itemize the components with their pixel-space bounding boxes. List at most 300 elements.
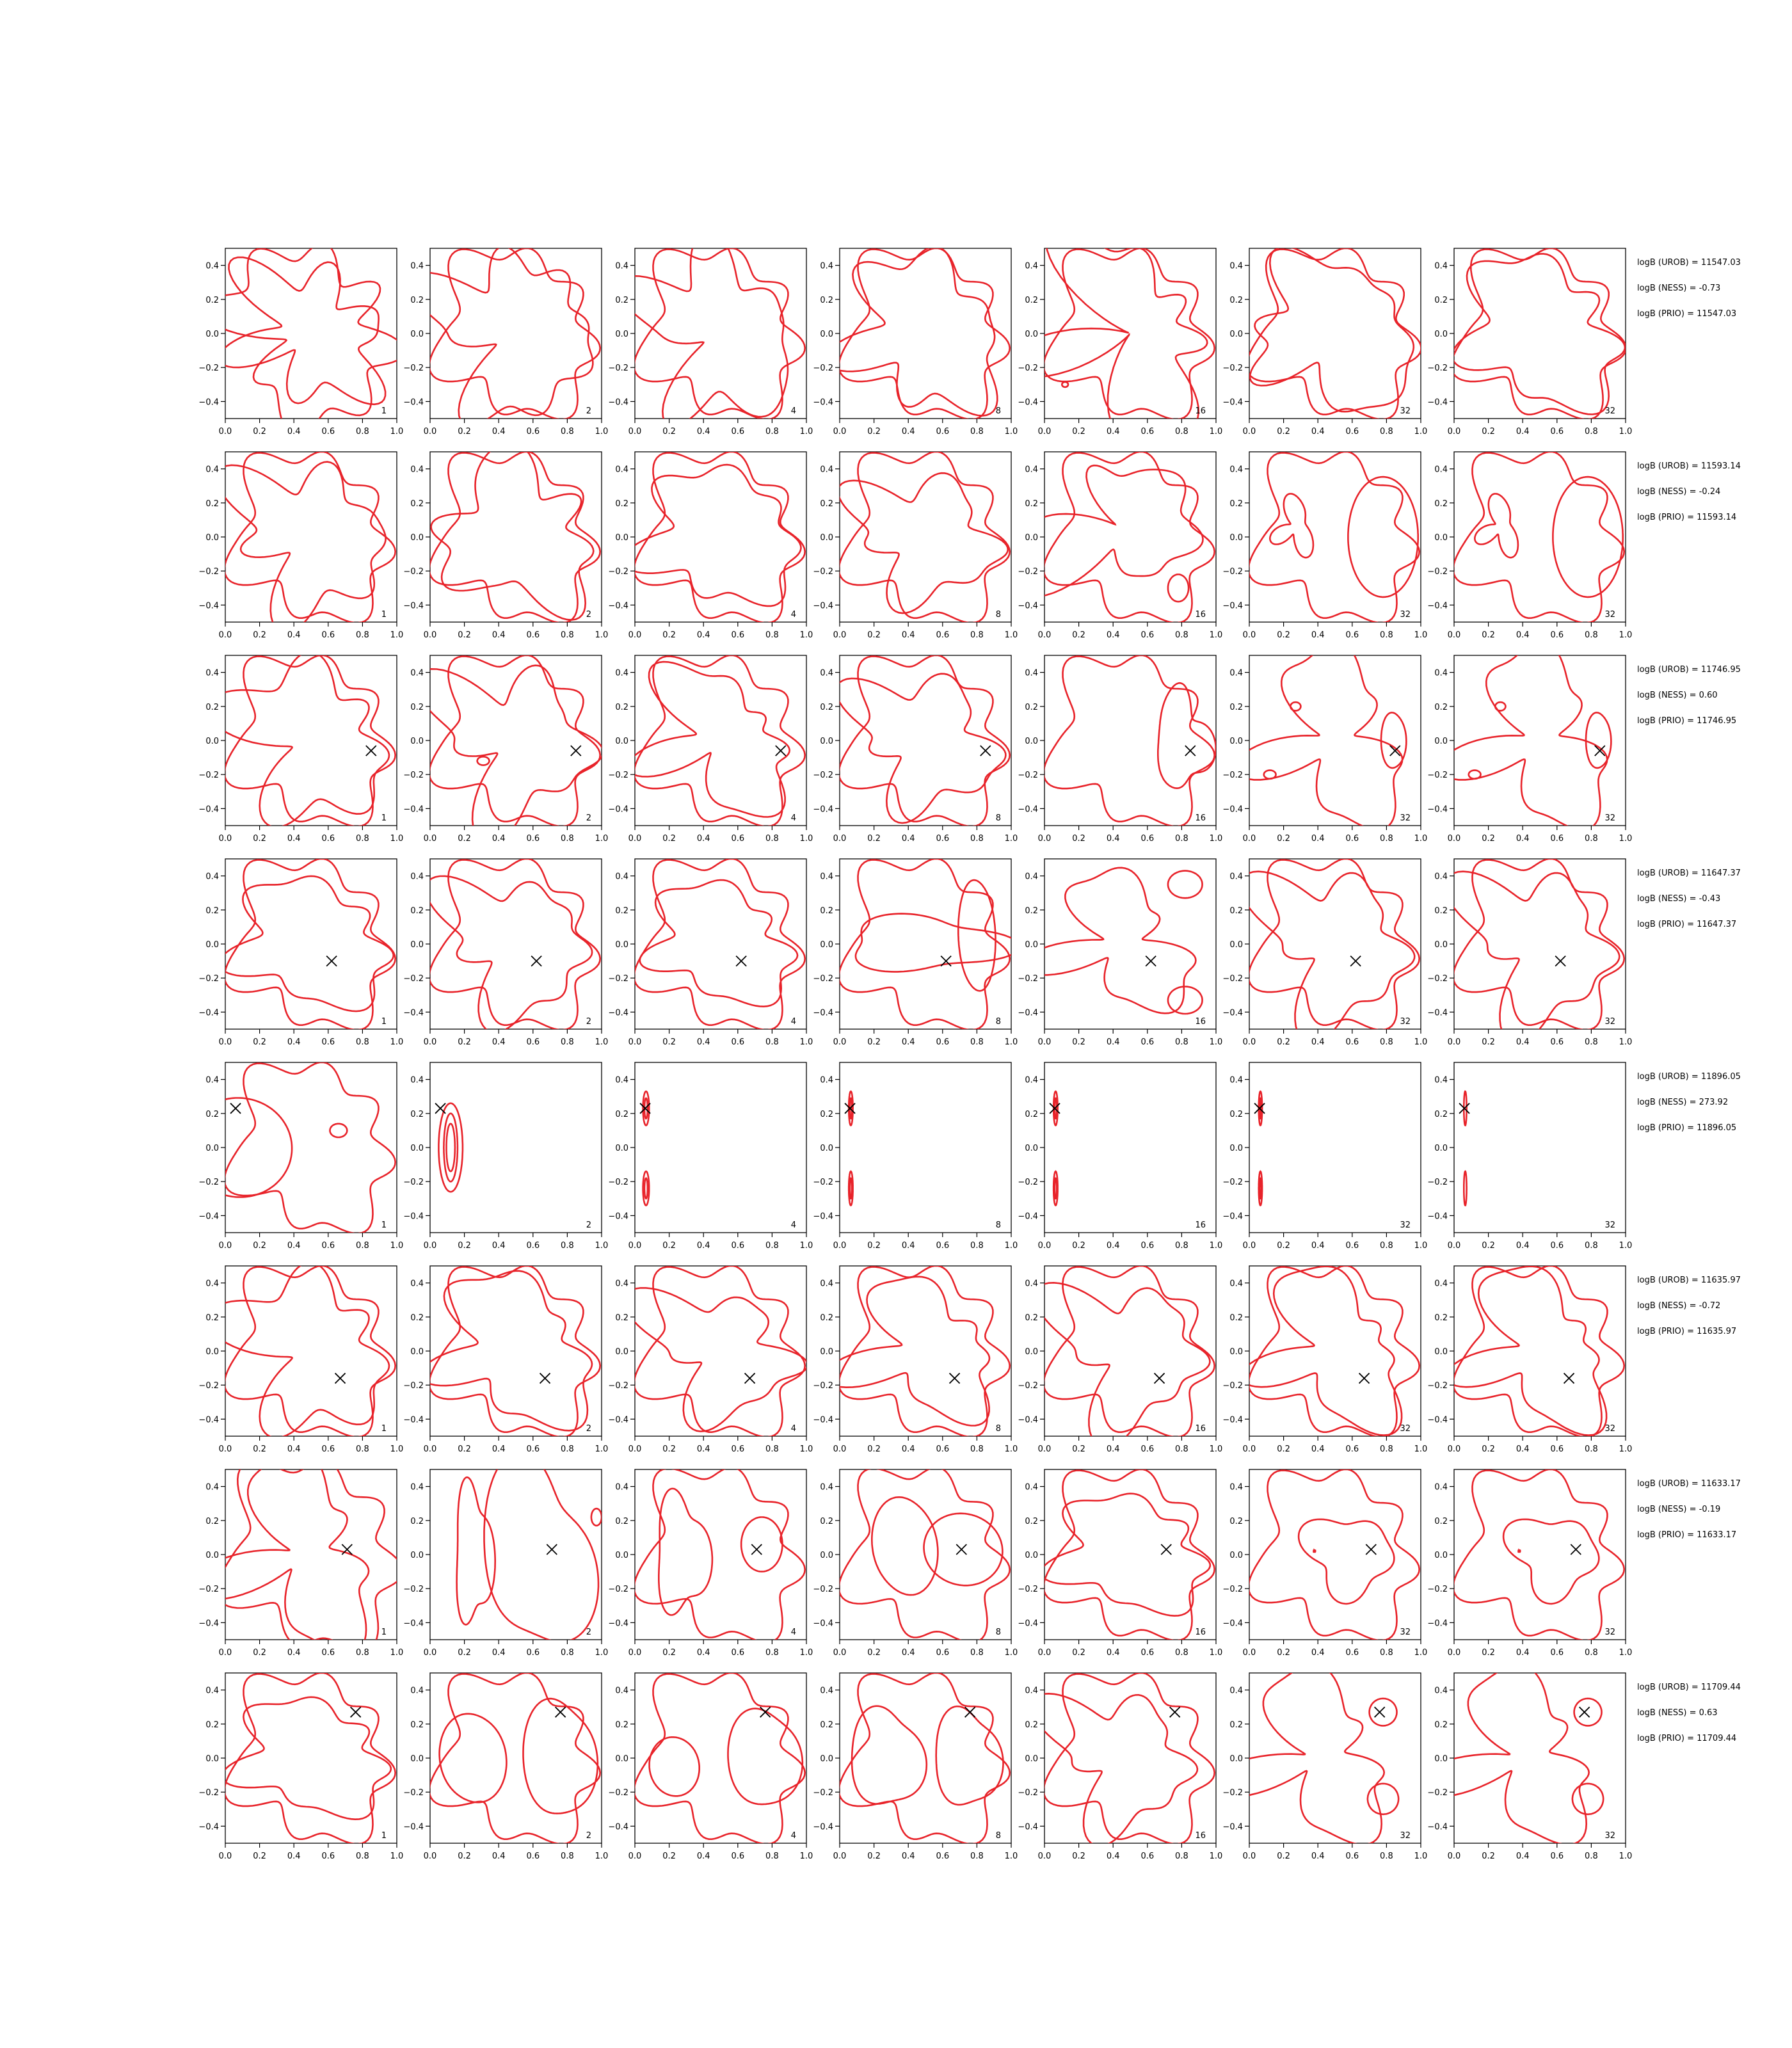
x-tick-label: 0.0 (628, 1241, 642, 1251)
x-tick-label: 0.6 (731, 630, 745, 640)
panel-step-label: 2 (586, 406, 591, 416)
x-tick-label: 1.0 (1619, 1037, 1633, 1047)
y-tick-label: −0.4 (1222, 1619, 1243, 1629)
y-tick-label: 0.2 (410, 906, 424, 916)
x-tick-label: 0.4 (287, 1037, 301, 1047)
logb-stat: logB (NESS) = -0.19 (1637, 1505, 1721, 1514)
x-tick-label: 0.0 (628, 834, 642, 844)
panel-frame (1044, 1469, 1216, 1640)
y-tick-label: 0.2 (615, 1109, 628, 1119)
x-tick-label: 1.0 (1619, 1648, 1633, 1658)
y-tick-label: 0.2 (820, 1720, 833, 1730)
x-tick-label: 0.0 (1242, 630, 1256, 640)
panel-frame (840, 248, 1011, 419)
panel-frame (1454, 1673, 1626, 1843)
y-tick-label: 0.4 (820, 261, 833, 271)
logb-stat: logB (UROB) = 11635.97 (1637, 1276, 1741, 1285)
y-tick-label: −0.2 (1427, 1178, 1448, 1188)
y-tick-label: 0.4 (205, 1482, 219, 1492)
y-tick-label: −0.2 (1427, 1381, 1448, 1391)
y-tick-label: 0.0 (1434, 1347, 1448, 1357)
x-tick-label: 0.8 (1175, 1037, 1188, 1047)
panel-step-label: 2 (586, 610, 591, 620)
y-tick-label: −0.4 (198, 804, 219, 815)
x-tick-label: 0.0 (423, 1648, 437, 1658)
y-tick-label: 0.0 (820, 1144, 833, 1153)
x-tick-label: 0.0 (628, 1852, 642, 1861)
x-tick-label: 1.0 (1004, 1444, 1018, 1454)
x-tick-label: 0.6 (1140, 427, 1155, 436)
panel-step-label: 32 (1604, 1424, 1615, 1434)
x-tick-label: 0.8 (1380, 1241, 1393, 1251)
x-tick-label: 0.0 (833, 1444, 847, 1454)
x-tick-label: 0.6 (1550, 630, 1564, 640)
y-tick-label: −0.2 (813, 1381, 833, 1391)
y-tick-label: 0.2 (1229, 1720, 1243, 1730)
panel-step-label: 2 (586, 1424, 591, 1434)
y-tick-label: 0.2 (820, 1516, 833, 1526)
logb-stat: logB (NESS) = -0.73 (1637, 284, 1721, 293)
panel-step-label: 16 (1195, 813, 1206, 823)
panel-frame (225, 1062, 397, 1233)
y-tick-label: 0.0 (615, 1551, 628, 1560)
x-tick-label: 0.2 (1072, 1444, 1085, 1454)
x-tick-label: 0.8 (1175, 630, 1188, 640)
y-tick-label: −0.4 (1427, 1822, 1448, 1832)
panel-frame (430, 248, 602, 419)
x-tick-label: 1.0 (1209, 1648, 1223, 1658)
y-tick-label: −0.2 (1222, 1178, 1243, 1188)
x-tick-label: 0.0 (833, 1241, 847, 1251)
y-tick-label: 0.0 (205, 1754, 219, 1764)
x-tick-label: 0.2 (458, 1648, 471, 1658)
y-tick-label: 0.0 (410, 330, 424, 339)
x-tick-label: 0.0 (1447, 1444, 1461, 1454)
panel-frame (1044, 859, 1216, 1029)
y-tick-label: −0.4 (1427, 1619, 1448, 1629)
x-tick-label: 1.0 (595, 1037, 609, 1047)
y-tick-label: 0.2 (615, 1720, 628, 1730)
x-tick-label: 0.2 (1277, 630, 1290, 640)
x-tick-label: 0.2 (867, 630, 881, 640)
x-tick-label: 0.6 (526, 630, 540, 640)
y-tick-label: −0.4 (198, 1415, 219, 1425)
x-tick-label: 0.2 (253, 1444, 266, 1454)
panel-step-label: 32 (1400, 813, 1411, 823)
x-tick-label: 0.8 (1585, 834, 1598, 844)
x-tick-label: 0.4 (901, 1241, 915, 1251)
y-tick-label: 0.2 (615, 1313, 628, 1323)
y-tick-label: 0.0 (820, 940, 833, 950)
x-tick-label: 0.0 (628, 427, 642, 436)
panel-frame (1454, 859, 1626, 1029)
panel-step-label: 32 (1400, 1017, 1411, 1027)
y-tick-label: 0.0 (820, 533, 833, 543)
x-tick-label: 0.6 (731, 1648, 745, 1658)
panel-frame (1044, 1266, 1216, 1436)
x-tick-label: 0.0 (1037, 630, 1052, 640)
panel-step-label: 16 (1195, 1628, 1206, 1637)
x-tick-label: 1.0 (799, 1444, 813, 1454)
y-tick-label: 0.2 (1025, 702, 1038, 712)
x-tick-label: 1.0 (390, 1444, 404, 1454)
x-tick-label: 0.2 (867, 834, 881, 844)
y-tick-label: −0.4 (403, 804, 424, 815)
y-tick-label: 0.0 (205, 533, 219, 543)
x-tick-label: 0.0 (1447, 1648, 1461, 1658)
y-tick-label: 0.2 (1434, 295, 1448, 305)
x-tick-label: 1.0 (1414, 1648, 1428, 1658)
x-tick-label: 0.2 (1072, 834, 1085, 844)
x-tick-label: 0.6 (1345, 1444, 1359, 1454)
y-tick-label: 0.4 (1434, 1279, 1448, 1289)
y-tick-label: 0.4 (1229, 1279, 1243, 1289)
y-tick-label: −0.2 (813, 1788, 833, 1798)
x-tick-label: 0.0 (1037, 1648, 1052, 1658)
panel-step-label: 32 (1604, 813, 1615, 823)
y-tick-label: 0.4 (615, 1482, 628, 1492)
panel-step-label: 16 (1195, 1220, 1206, 1230)
y-tick-label: 0.4 (1434, 465, 1448, 475)
y-tick-label: 0.4 (820, 1075, 833, 1085)
x-tick-label: 0.2 (458, 427, 471, 436)
y-tick-label: 0.4 (1025, 261, 1038, 271)
y-tick-label: 0.0 (205, 330, 219, 339)
y-tick-label: 0.4 (615, 261, 628, 271)
y-tick-label: 0.2 (820, 499, 833, 509)
y-tick-label: 0.2 (1229, 702, 1243, 712)
y-tick-label: −0.2 (403, 1585, 424, 1595)
y-tick-label: 0.2 (410, 1313, 424, 1323)
x-tick-label: 0.0 (1242, 427, 1256, 436)
x-tick-label: 0.2 (1482, 1037, 1495, 1047)
x-tick-label: 0.8 (356, 1037, 369, 1047)
panel-step-label: 4 (790, 1220, 796, 1230)
x-tick-label: 0.2 (1072, 1037, 1085, 1047)
y-tick-label: 0.0 (820, 1347, 833, 1357)
x-tick-label: 1.0 (799, 834, 813, 844)
y-tick-label: 0.2 (1025, 906, 1038, 916)
x-tick-label: 0.2 (1277, 1648, 1290, 1658)
x-tick-label: 0.6 (1140, 1852, 1155, 1861)
y-tick-label: 0.4 (1434, 1482, 1448, 1492)
x-tick-label: 0.8 (1585, 1444, 1598, 1454)
x-tick-label: 0.4 (696, 1037, 710, 1047)
x-tick-label: 0.2 (867, 1241, 881, 1251)
x-tick-label: 0.8 (561, 1037, 574, 1047)
y-tick-label: −0.4 (198, 1822, 219, 1832)
y-tick-label: 0.0 (1025, 533, 1038, 543)
y-tick-label: 0.4 (205, 1686, 219, 1696)
x-tick-label: 0.0 (833, 630, 847, 640)
y-tick-label: −0.4 (1018, 397, 1038, 408)
panel-step-label: 16 (1195, 1017, 1206, 1027)
y-tick-label: 0.4 (1434, 872, 1448, 882)
x-tick-label: 0.2 (1482, 1648, 1495, 1658)
x-tick-label: 0.6 (731, 834, 745, 844)
y-tick-label: −0.4 (1018, 1822, 1038, 1832)
panel-frame (430, 1469, 602, 1640)
panel-frame (430, 1673, 602, 1843)
x-tick-label: 0.8 (1585, 1037, 1598, 1047)
y-tick-label: 0.4 (1229, 261, 1243, 271)
y-tick-label: −0.4 (1222, 1822, 1243, 1832)
x-tick-label: 0.6 (1550, 1444, 1564, 1454)
y-tick-label: 0.2 (820, 702, 833, 712)
x-tick-label: 0.8 (561, 427, 574, 436)
x-tick-label: 0.8 (970, 1444, 984, 1454)
x-tick-label: 1.0 (1619, 834, 1633, 844)
x-tick-label: 0.4 (1311, 1444, 1325, 1454)
panel-step-label: 32 (1604, 1831, 1615, 1841)
x-tick-label: 0.8 (1380, 427, 1393, 436)
y-tick-label: −0.4 (1427, 1212, 1448, 1222)
y-tick-label: −0.2 (403, 567, 424, 577)
x-tick-label: 0.2 (1482, 1444, 1495, 1454)
y-tick-label: 0.2 (205, 906, 219, 916)
y-tick-label: −0.4 (198, 601, 219, 611)
x-tick-label: 0.8 (1585, 1852, 1598, 1861)
contour-line (1519, 1550, 1521, 1552)
x-tick-label: 0.6 (936, 1852, 950, 1861)
y-tick-label: −0.4 (608, 804, 628, 815)
x-tick-label: 0.0 (1242, 1037, 1256, 1047)
x-tick-label: 0.0 (833, 427, 847, 436)
y-tick-label: −0.2 (403, 974, 424, 984)
y-tick-label: 0.0 (820, 1754, 833, 1764)
logb-stat: logB (PRIO) = 11547.03 (1637, 309, 1737, 319)
x-tick-label: 1.0 (799, 630, 813, 640)
panel-frame (430, 859, 602, 1029)
panel-step-label: 2 (586, 813, 591, 823)
panel-step-label: 16 (1195, 406, 1206, 416)
panel-frame (1044, 655, 1216, 826)
x-tick-label: 0.0 (423, 427, 437, 436)
panel-frame (1454, 1062, 1626, 1233)
x-tick-label: 0.6 (1345, 427, 1359, 436)
y-tick-label: 0.4 (1229, 668, 1243, 678)
x-tick-label: 0.2 (253, 834, 266, 844)
y-tick-label: −0.2 (1222, 974, 1243, 984)
logb-stat: logB (PRIO) = 11746.95 (1637, 716, 1737, 726)
y-tick-label: −0.2 (1427, 771, 1448, 781)
panel-frame (635, 859, 806, 1029)
x-tick-label: 0.0 (1037, 1852, 1052, 1861)
y-tick-label: 0.0 (1229, 1551, 1243, 1560)
y-tick-label: 0.2 (1025, 499, 1038, 509)
x-tick-label: 0.0 (1242, 1648, 1256, 1658)
y-tick-label: 0.0 (1434, 1551, 1448, 1560)
y-tick-label: 0.2 (1229, 1516, 1243, 1526)
y-tick-label: −0.4 (813, 1008, 833, 1018)
x-tick-label: 1.0 (595, 1648, 609, 1658)
x-tick-label: 0.6 (936, 630, 950, 640)
x-tick-label: 1.0 (595, 1444, 609, 1454)
y-tick-label: −0.2 (1222, 1788, 1243, 1798)
y-tick-label: −0.4 (1018, 1212, 1038, 1222)
y-tick-label: −0.2 (198, 567, 219, 577)
x-tick-label: 0.2 (458, 1037, 471, 1047)
x-tick-label: 0.0 (833, 1037, 847, 1047)
x-tick-label: 0.6 (936, 1037, 950, 1047)
x-tick-label: 0.4 (901, 630, 915, 640)
x-tick-label: 1.0 (1004, 1241, 1018, 1251)
x-tick-label: 0.4 (1106, 1444, 1120, 1454)
x-tick-label: 0.4 (901, 834, 915, 844)
y-tick-label: 0.0 (615, 737, 628, 746)
y-tick-label: 0.0 (1229, 940, 1243, 950)
y-tick-label: 0.4 (820, 1279, 833, 1289)
y-tick-label: −0.2 (1018, 1178, 1038, 1188)
panel-frame (225, 1469, 397, 1640)
y-tick-label: 0.2 (1434, 1313, 1448, 1323)
y-tick-label: 0.4 (410, 1482, 424, 1492)
y-tick-label: −0.2 (608, 567, 628, 577)
x-tick-label: 0.6 (1345, 1648, 1359, 1658)
y-tick-label: 0.4 (205, 465, 219, 475)
x-tick-label: 0.6 (1550, 834, 1564, 844)
y-tick-label: −0.4 (813, 804, 833, 815)
x-tick-label: 0.8 (561, 834, 574, 844)
y-tick-label: 0.2 (410, 499, 424, 509)
logb-stat: logB (UROB) = 11593.14 (1637, 461, 1741, 471)
panel-step-label: 32 (1400, 1831, 1411, 1841)
panel-step-label: 4 (790, 610, 796, 620)
y-tick-label: 0.4 (1025, 1686, 1038, 1696)
x-tick-label: 0.4 (901, 1852, 915, 1861)
y-tick-label: −0.4 (1018, 804, 1038, 815)
panel-step-label: 8 (995, 1628, 1001, 1637)
x-tick-label: 0.2 (662, 1241, 676, 1251)
y-tick-label: −0.4 (608, 601, 628, 611)
x-tick-label: 1.0 (799, 1852, 813, 1861)
logb-stat: logB (UROB) = 11709.44 (1637, 1683, 1741, 1692)
x-tick-label: 0.0 (218, 1852, 232, 1861)
x-tick-label: 0.0 (1447, 1852, 1461, 1861)
panel-step-label: 2 (586, 1831, 591, 1841)
x-tick-label: 0.2 (1277, 1444, 1290, 1454)
x-tick-label: 1.0 (1209, 834, 1223, 844)
panel-step-label: 4 (790, 813, 796, 823)
x-tick-label: 0.8 (765, 1241, 779, 1251)
x-tick-label: 1.0 (1004, 1648, 1018, 1658)
y-tick-label: −0.4 (608, 397, 628, 408)
x-tick-label: 0.4 (1106, 1241, 1120, 1251)
y-tick-label: 0.2 (1434, 499, 1448, 509)
panel-frame (1454, 1469, 1626, 1640)
y-tick-label: −0.4 (1222, 1008, 1243, 1018)
x-tick-label: 0.4 (287, 630, 301, 640)
y-tick-label: 0.4 (1229, 872, 1243, 882)
x-tick-label: 0.8 (765, 1852, 779, 1861)
x-tick-label: 0.6 (1550, 427, 1564, 436)
y-tick-label: −0.2 (1018, 1585, 1038, 1595)
panel-step-label: 32 (1400, 610, 1411, 620)
x-tick-label: 0.6 (526, 1444, 540, 1454)
panel-frame (1454, 1266, 1626, 1436)
x-tick-label: 0.4 (492, 1037, 506, 1047)
y-tick-label: 0.0 (1434, 1754, 1448, 1764)
y-tick-label: 0.0 (615, 940, 628, 950)
x-tick-label: 0.2 (253, 1648, 266, 1658)
x-tick-label: 0.0 (628, 1648, 642, 1658)
x-tick-label: 0.0 (833, 834, 847, 844)
x-tick-label: 0.2 (867, 1852, 881, 1861)
y-tick-label: 0.2 (820, 295, 833, 305)
x-tick-label: 1.0 (1619, 1444, 1633, 1454)
y-tick-label: 0.0 (615, 1347, 628, 1357)
panel-step-label: 8 (995, 1220, 1001, 1230)
x-tick-label: 1.0 (595, 427, 609, 436)
x-tick-label: 0.6 (936, 427, 950, 436)
x-tick-label: 0.8 (1175, 427, 1188, 436)
y-tick-label: −0.4 (1222, 1212, 1243, 1222)
x-tick-label: 1.0 (390, 1241, 404, 1251)
x-tick-label: 0.2 (867, 1444, 881, 1454)
y-tick-label: −0.4 (198, 1008, 219, 1018)
panel-step-label: 32 (1400, 1628, 1411, 1637)
x-tick-label: 0.4 (492, 1648, 506, 1658)
y-tick-label: −0.2 (1222, 771, 1243, 781)
x-tick-label: 0.0 (1242, 1444, 1256, 1454)
x-tick-label: 0.0 (1242, 1852, 1256, 1861)
x-tick-label: 0.6 (731, 1037, 745, 1047)
y-tick-label: −0.4 (1427, 601, 1448, 611)
x-tick-label: 1.0 (595, 834, 609, 844)
y-tick-label: −0.4 (1427, 397, 1448, 408)
x-tick-label: 1.0 (1209, 630, 1223, 640)
y-tick-label: 0.4 (1025, 1279, 1038, 1289)
x-tick-label: 0.8 (1175, 1852, 1188, 1861)
x-tick-label: 1.0 (1414, 1037, 1428, 1047)
x-tick-label: 0.8 (1175, 834, 1188, 844)
panel-frame (225, 1673, 397, 1843)
y-tick-label: −0.2 (198, 974, 219, 984)
x-tick-label: 1.0 (1004, 1852, 1018, 1861)
y-tick-label: 0.4 (205, 872, 219, 882)
x-tick-label: 0.4 (696, 1241, 710, 1251)
x-tick-label: 0.2 (1072, 427, 1085, 436)
x-tick-label: 0.8 (561, 1444, 574, 1454)
y-tick-label: 0.2 (615, 906, 628, 916)
x-tick-label: 0.4 (696, 1444, 710, 1454)
y-tick-label: −0.2 (608, 974, 628, 984)
y-tick-label: −0.4 (608, 1415, 628, 1425)
y-tick-label: −0.4 (813, 397, 833, 408)
y-tick-label: 0.4 (1025, 1075, 1038, 1085)
x-tick-label: 1.0 (1004, 1037, 1018, 1047)
panel-step-label: 1 (381, 1424, 387, 1434)
y-tick-label: 0.0 (1229, 330, 1243, 339)
x-tick-label: 0.4 (287, 1648, 301, 1658)
x-tick-label: 0.2 (867, 427, 881, 436)
y-tick-label: −0.4 (813, 601, 833, 611)
x-tick-label: 0.2 (1482, 1241, 1495, 1251)
y-tick-label: 0.4 (615, 1279, 628, 1289)
y-tick-label: 0.4 (1229, 1686, 1243, 1696)
x-tick-label: 0.2 (1277, 1241, 1290, 1251)
x-tick-label: 0.0 (218, 834, 232, 844)
y-tick-label: 0.4 (820, 1686, 833, 1696)
x-tick-label: 0.2 (1277, 427, 1290, 436)
x-tick-label: 0.2 (867, 1648, 881, 1658)
x-tick-label: 0.4 (696, 630, 710, 640)
x-tick-label: 0.0 (1037, 1444, 1052, 1454)
x-tick-label: 0.0 (833, 1852, 847, 1861)
panel-step-label: 1 (381, 1220, 387, 1230)
y-tick-label: −0.2 (403, 1788, 424, 1798)
x-tick-label: 0.4 (901, 1648, 915, 1658)
